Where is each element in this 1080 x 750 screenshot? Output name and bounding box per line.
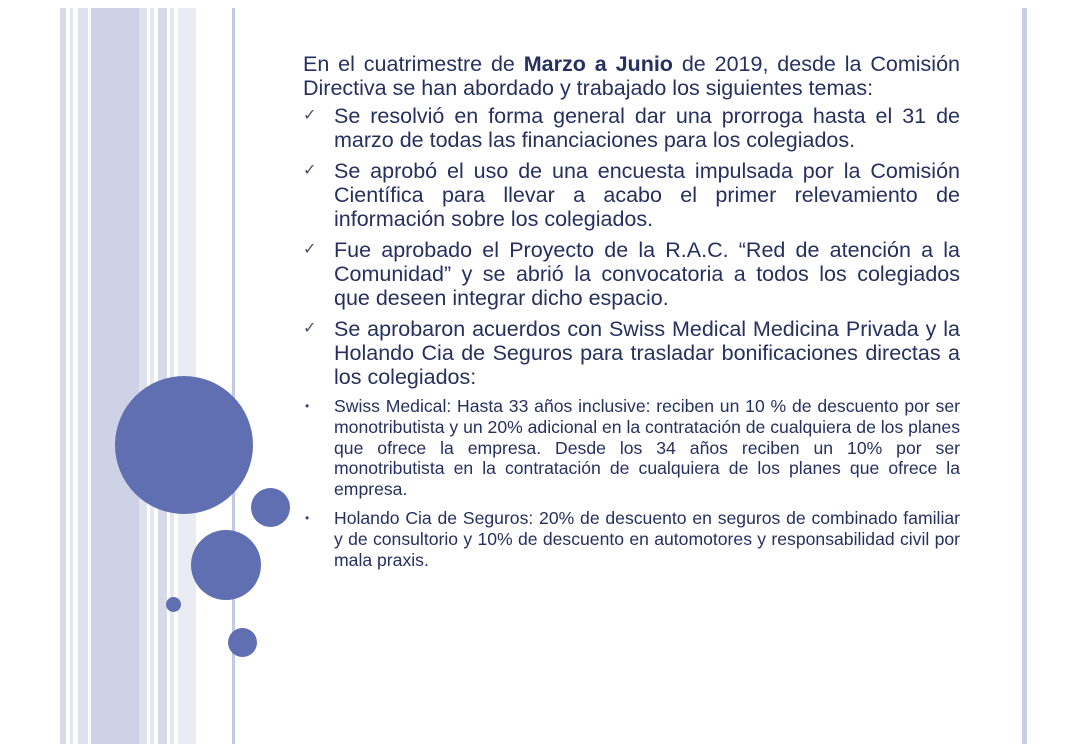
decorative-circle-small [228,628,257,657]
decorative-stripe [158,8,167,744]
decorative-stripe [78,8,88,744]
check-list-item [303,104,960,152]
check-list-item [303,159,960,231]
decorative-stripe [60,8,66,744]
intro-text-before: En el cuatrimestre de [303,52,524,76]
check-list [303,104,960,389]
intro-period-bold: Marzo a Junio [523,52,673,76]
decorative-circle-tiny [166,597,181,612]
slide-body [303,52,960,578]
intro-paragraph [303,52,960,100]
check-list-item [303,317,960,389]
check-list-item [303,238,960,310]
checkmark-icon: ✓ [303,107,317,124]
check-item-text: Fue aprobado el Proyecto de la R.A.C. “Red de atención a la Comunidad” y se abrió la convocatoria a todos los colegiados que deseen integrar dicho espacio. [334,238,960,310]
checkmark-icon: ✓ [303,320,317,337]
decorative-stripe [139,8,147,744]
bullet-dot-icon: • [305,399,310,413]
decorative-circle-small [251,488,290,527]
bullet-item-text: Swiss Medical: Hasta 33 años inclusive: reciben un 10 % de descuento por ser monotributista y un 20% adicional en la contratación de cualquiera de los planes que ofrece la empresa. Desde los 34 años reciben un 10% por ser monotributista en la contratación de cualquiera de los planes que ofrece la empresa. [334,396,960,500]
decorative-stripe [150,8,154,744]
decorative-stripe [91,8,139,744]
checkmark-icon: ✓ [303,162,317,179]
bullet-list-item [303,508,960,570]
check-item-text: Se resolvió en forma general dar una prorroga hasta el 31 de marzo de todas las financiaciones para los colegiados. [334,104,960,152]
bullet-item-text: Holando Cia de Seguros: 20% de descuento en seguros de combinado familiar y de consultorio y 10% de descuento en automotores y responsabilidad civil por mala praxis. [334,507,960,570]
decorative-stripe [70,8,73,744]
bullet-list-item [303,396,960,500]
checkmark-icon: ✓ [303,241,317,258]
check-item-text: Se aprobó el uso de una encuesta impulsada por la Comisión Científica para llevar a acabo el primer relevamiento de información sobre los colegiados. [334,159,960,231]
bullet-list [303,396,960,570]
decorative-circle-medium [191,530,261,600]
right-border-line [1022,8,1027,744]
check-item-text: Se aprobaron acuerdos con Swiss Medical Medicina Privada y la Holando Cia de Seguros para trasladar bonificaciones directas a los colegiados: [334,317,960,389]
decorative-circle-large [115,376,253,514]
intro-text-after: de 2019, desde la Comisión Directiva se han abordado y trabajado los siguientes temas: [303,52,960,100]
bullet-dot-icon: • [305,510,310,525]
